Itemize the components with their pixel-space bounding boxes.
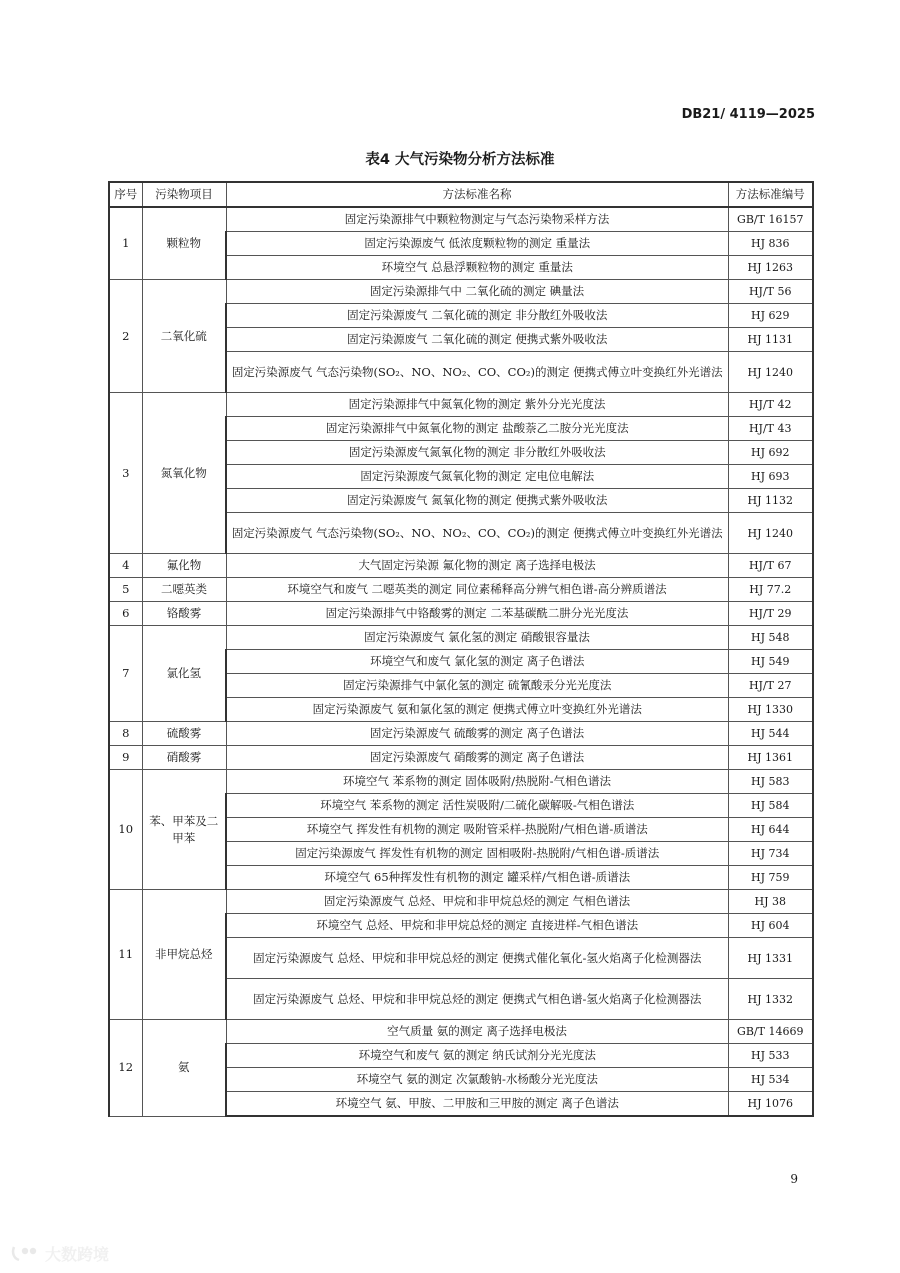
row-number-cell: 4 (109, 554, 142, 578)
method-code-cell: GB/T 16157 (728, 207, 813, 232)
table-body (109, 207, 813, 1116)
method-code-cell: HJ 836 (728, 232, 813, 256)
method-name-cell: 固定污染源废气 总烃、甲烷和非甲烷总烃的测定 便携式气相色谱-氢火焰离子化检测器法 (226, 979, 728, 1020)
row-number-cell: 6 (109, 602, 142, 626)
method-name-cell: 固定污染源废气氮氧化物的测定 定电位电解法 (226, 465, 728, 489)
row-number-cell: 7 (109, 626, 142, 722)
method-name-cell: 固定污染源废气 气态污染物(SO₂、NO、NO₂、CO、CO₂)的测定 便携式傅立叶变换红外光谱法 (226, 513, 728, 554)
col-header-method-code: 方法标准编号 (728, 182, 813, 207)
method-name-cell: 固定污染源废气 气态污染物(SO₂、NO、NO₂、CO、CO₂)的测定 便携式傅立叶变换红外光谱法 (226, 352, 728, 393)
row-number-cell: 3 (109, 393, 142, 554)
method-name-cell: 环境空气 氨的测定 次氯酸钠-水杨酸分光光度法 (226, 1068, 728, 1092)
method-name-cell: 固定污染源排气中 二氧化硫的测定 碘量法 (226, 280, 728, 304)
col-header-no: 序号 (109, 182, 142, 207)
table-row (109, 554, 813, 578)
method-name-cell: 环境空气 氨、甲胺、二甲胺和三甲胺的测定 离子色谱法 (226, 1092, 728, 1117)
method-name-cell: 环境空气 苯系物的测定 活性炭吸附/二硫化碳解吸-气相色谱法 (226, 794, 728, 818)
method-code-cell: HJ/T 42 (728, 393, 813, 417)
table-row (109, 746, 813, 770)
method-name-cell: 环境空气和废气 氯化氢的测定 离子色谱法 (226, 650, 728, 674)
table-row (109, 578, 813, 602)
watermark (10, 1242, 109, 1264)
method-code-cell: HJ 533 (728, 1044, 813, 1068)
method-code-cell: HJ 692 (728, 441, 813, 465)
header-row (109, 182, 813, 207)
method-name-cell: 固定污染源废气 二氧化硫的测定 便携式紫外吸收法 (226, 328, 728, 352)
table-row (109, 722, 813, 746)
method-code-cell: HJ 629 (728, 304, 813, 328)
method-name-cell: 固定污染源废气 总烃、甲烷和非甲烷总烃的测定 气相色谱法 (226, 890, 728, 914)
row-number-cell: 5 (109, 578, 142, 602)
pollutant-cell: 二噁英类 (142, 578, 226, 602)
method-code-cell: HJ 548 (728, 626, 813, 650)
page-number: 9 (790, 1172, 798, 1186)
method-name-cell: 环境空气 挥发性有机物的测定 吸附管采样-热脱附/气相色谱-质谱法 (226, 818, 728, 842)
method-code-cell: HJ 644 (728, 818, 813, 842)
method-code-cell: HJ 1240 (728, 513, 813, 554)
method-name-cell: 环境空气和废气 二噁英类的测定 同位素稀释高分辨气相色谱-高分辨质谱法 (226, 578, 728, 602)
table-row (109, 1020, 813, 1044)
table-row (109, 602, 813, 626)
row-number-cell: 9 (109, 746, 142, 770)
document-code: DB21/ 4119—2025 (681, 107, 815, 122)
method-name-cell: 环境空气 苯系物的测定 固体吸附/热脱附-气相色谱法 (226, 770, 728, 794)
row-number-cell: 12 (109, 1020, 142, 1117)
method-code-cell: HJ/T 27 (728, 674, 813, 698)
method-code-cell: HJ 1240 (728, 352, 813, 393)
method-name-cell: 固定污染源废气氮氧化物的测定 非分散红外吸收法 (226, 441, 728, 465)
method-name-cell: 固定污染源废气 硝酸雾的测定 离子色谱法 (226, 746, 728, 770)
method-name-cell: 环境空气 65种挥发性有机物的测定 罐采样/气相色谱-质谱法 (226, 866, 728, 890)
pollutant-cell: 氯化氢 (142, 626, 226, 722)
method-code-cell: HJ 1132 (728, 489, 813, 513)
table-header (109, 182, 813, 207)
method-code-cell: HJ 38 (728, 890, 813, 914)
method-name-cell: 固定污染源排气中铬酸雾的测定 二苯基碳酰二肼分光光度法 (226, 602, 728, 626)
method-code-cell: HJ 1076 (728, 1092, 813, 1117)
method-code-cell: HJ 693 (728, 465, 813, 489)
method-name-cell: 固定污染源废气 氯化氢的测定 硝酸银容量法 (226, 626, 728, 650)
method-name-cell: 固定污染源排气中颗粒物测定与气态污染物采样方法 (226, 207, 728, 232)
pollutant-cell: 氨 (142, 1020, 226, 1117)
method-code-cell: HJ 1263 (728, 256, 813, 280)
table-row (109, 890, 813, 914)
method-name-cell: 固定污染源废气 氨和氯化氢的测定 便携式傅立叶变换红外光谱法 (226, 698, 728, 722)
standards-table-container (108, 181, 812, 1117)
table-row (109, 770, 813, 794)
method-name-cell: 固定污染源排气中氮氧化物的测定 盐酸萘乙二胺分光光度法 (226, 417, 728, 441)
watermark-logo-icon (10, 1243, 40, 1263)
method-name-cell: 固定污染源废气 氮氧化物的测定 便携式紫外吸收法 (226, 489, 728, 513)
method-name-cell: 固定污染源废气 挥发性有机物的测定 固相吸附-热脱附/气相色谱-质谱法 (226, 842, 728, 866)
pollutant-cell: 氮氧化物 (142, 393, 226, 554)
method-code-cell: HJ/T 29 (728, 602, 813, 626)
pollutant-cell: 苯、甲苯及二甲苯 (142, 770, 226, 890)
method-name-cell: 空气质量 氨的测定 离子选择电极法 (226, 1020, 728, 1044)
method-code-cell: HJ 1330 (728, 698, 813, 722)
method-code-cell: GB/T 14669 (728, 1020, 813, 1044)
pollutant-cell: 硝酸雾 (142, 746, 226, 770)
row-number-cell: 2 (109, 280, 142, 393)
method-code-cell: HJ 544 (728, 722, 813, 746)
pollutant-cell: 铬酸雾 (142, 602, 226, 626)
method-code-cell: HJ 1331 (728, 938, 813, 979)
method-name-cell: 固定污染源废气 低浓度颗粒物的测定 重量法 (226, 232, 728, 256)
method-code-cell: HJ 734 (728, 842, 813, 866)
pollutant-cell: 氟化物 (142, 554, 226, 578)
col-header-pollutant: 污染物项目 (142, 182, 226, 207)
method-code-cell: HJ 604 (728, 914, 813, 938)
table-row (109, 626, 813, 650)
table-row (109, 280, 813, 304)
method-name-cell: 固定污染源废气 总烃、甲烷和非甲烷总烃的测定 便携式催化氧化-氢火焰离子化检测器法 (226, 938, 728, 979)
method-code-cell: HJ 534 (728, 1068, 813, 1092)
method-code-cell: HJ 583 (728, 770, 813, 794)
row-number-cell: 1 (109, 207, 142, 280)
table-title: 表4 大气污染物分析方法标准 (365, 152, 555, 168)
pollutant-cell: 二氧化硫 (142, 280, 226, 393)
watermark-text: 大数跨境 (45, 1244, 110, 1264)
method-code-cell: HJ/T 43 (728, 417, 813, 441)
method-name-cell: 环境空气 总悬浮颗粒物的测定 重量法 (226, 256, 728, 280)
method-name-cell: 固定污染源排气中氯化氢的测定 硫氰酸汞分光光度法 (226, 674, 728, 698)
row-number-cell: 8 (109, 722, 142, 746)
method-code-cell: HJ 584 (728, 794, 813, 818)
method-code-cell: HJ 1332 (728, 979, 813, 1020)
method-code-cell: HJ 759 (728, 866, 813, 890)
method-code-cell: HJ/T 56 (728, 280, 813, 304)
standards-table (108, 181, 814, 1117)
table-row (109, 393, 813, 417)
method-code-cell: HJ 77.2 (728, 578, 813, 602)
method-code-cell: HJ/T 67 (728, 554, 813, 578)
method-code-cell: HJ 549 (728, 650, 813, 674)
pollutant-cell: 硫酸雾 (142, 722, 226, 746)
method-name-cell: 环境空气 总烃、甲烷和非甲烷总烃的测定 直接进样-气相色谱法 (226, 914, 728, 938)
row-number-cell: 11 (109, 890, 142, 1020)
table-row (109, 207, 813, 232)
row-number-cell: 10 (109, 770, 142, 890)
method-name-cell: 固定污染源废气 硫酸雾的测定 离子色谱法 (226, 722, 728, 746)
method-name-cell: 环境空气和废气 氨的测定 纳氏试剂分光光度法 (226, 1044, 728, 1068)
method-name-cell: 大气固定污染源 氟化物的测定 离子选择电极法 (226, 554, 728, 578)
method-name-cell: 固定污染源排气中氮氧化物的测定 紫外分光光度法 (226, 393, 728, 417)
pollutant-cell: 非甲烷总烃 (142, 890, 226, 1020)
pollutant-cell: 颗粒物 (142, 207, 226, 280)
method-name-cell: 固定污染源废气 二氧化硫的测定 非分散红外吸收法 (226, 304, 728, 328)
method-code-cell: HJ 1131 (728, 328, 813, 352)
col-header-method-name: 方法标准名称 (226, 182, 728, 207)
method-code-cell: HJ 1361 (728, 746, 813, 770)
